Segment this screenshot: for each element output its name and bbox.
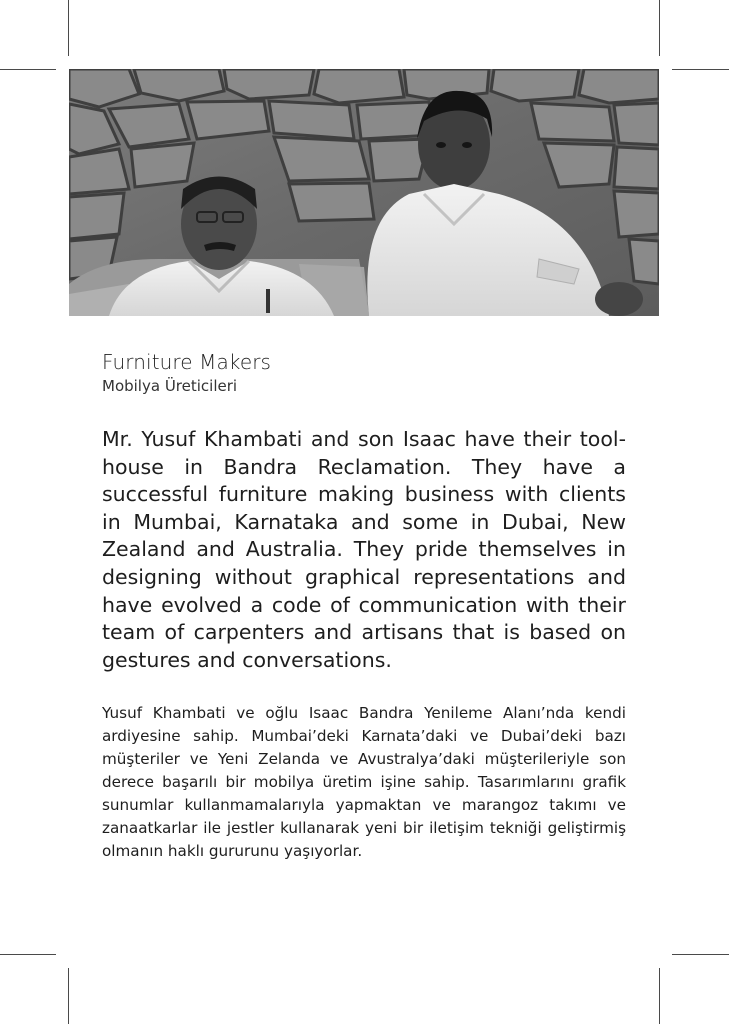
photo-two-men-stone-wall [69, 69, 659, 316]
crop-mark-top-left-vertical [68, 0, 69, 56]
crop-mark-bottom-right-vertical [659, 968, 660, 1024]
page-subtitle: Mobilya Üreticileri [102, 377, 238, 395]
crop-mark-top-right-vertical [659, 0, 660, 56]
body-text-turkish: Yusuf Khambati ve oğlu Isaac Bandra Yenileme Alanı’nda kendi ardiyesine sahip. Mumbai’deki Karnata’daki ve Dubai’deki bazı müşteriler ve Yeni Zelanda ve Avustralya’daki müşterileriyle son derece başarılı bir mobilya üretim işine sahip. Tasarımlarını grafik sunumlar kullanmamalarıyla yapmaktan ve marangoz takımı ve zanaatkarlar ile jestler kullanarak yeni bir iletişim tekniği geliştirmiş olmanın haklı gururunu yaşıyorlar. [102, 704, 626, 860]
page-title: Furniture Makers [102, 350, 272, 374]
crop-mark-top-left-horizontal [0, 69, 56, 70]
crop-mark-bottom-left-horizontal [0, 954, 56, 955]
crop-mark-bottom-right-horizontal [672, 954, 729, 955]
crop-mark-bottom-left-vertical [68, 968, 69, 1024]
body-text-english: Mr. Yusuf Khambati and son Isaac have their tool-house in Bandra Reclamation. They have a successful furniture making business with clients in Mumbai, Karnataka and some in Dubai, New Zealand and Australia. They pride themselves in designing without graphical representations and have evolved a code of communication with their team of carpenters and artisans that is based on gestures and conversations. [102, 427, 626, 672]
crop-mark-top-right-horizontal [672, 69, 729, 70]
